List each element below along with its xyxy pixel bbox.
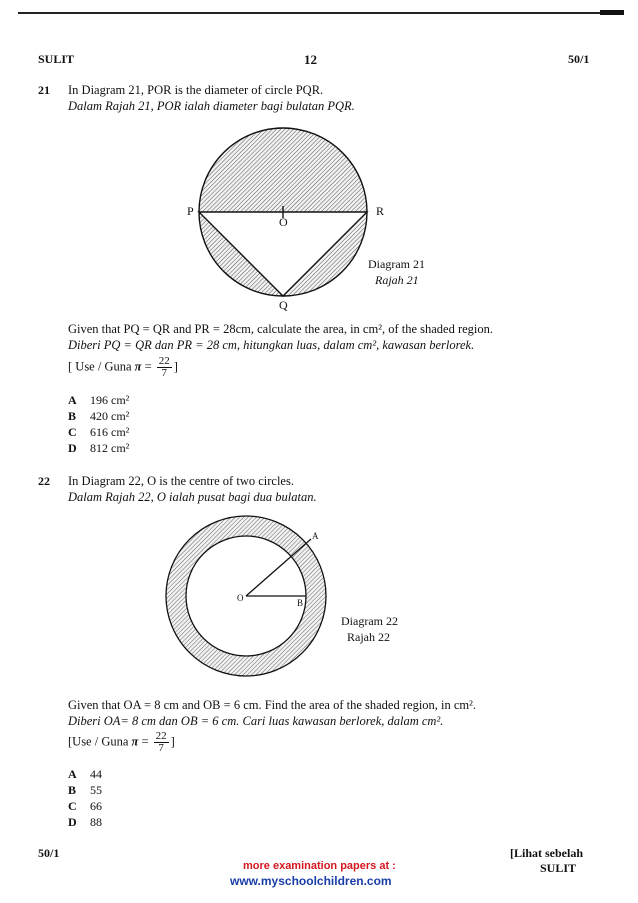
question-21-number: 21 bbox=[38, 83, 50, 97]
header-paper-code: 50/1 bbox=[568, 52, 590, 66]
footer-sulit: SULIT bbox=[540, 861, 577, 875]
pi-symbol: π bbox=[134, 359, 142, 374]
diagram-22-caption-malay: Rajah 22 bbox=[347, 630, 390, 644]
question-22-number: 22 bbox=[38, 474, 50, 488]
diagram-22-caption: Diagram 22 bbox=[341, 614, 398, 628]
question-21-text: In Diagram 21, POR is the diameter of circle PQR. bbox=[68, 83, 324, 97]
top-rule bbox=[18, 12, 623, 14]
diagram-21-caption: Diagram 21 bbox=[368, 257, 425, 271]
fraction-22-over-7: $\frac{22}{7}$ bbox=[155, 730, 167, 754]
question-22-given-malay: Diberi OA= 8 cm dan OB = 6 cm. Cari luas kawasan berlorek, dalam cm². bbox=[68, 714, 444, 728]
diagram-21-label-q: Q bbox=[279, 298, 288, 312]
question-22-given: Given that OA = 8 cm and OB = 6 cm. Find the area of the shaded region, in cm². bbox=[68, 698, 477, 712]
diagram-21-caption-malay: Rajah 21 bbox=[375, 273, 419, 287]
footer-paper-code: 50/1 bbox=[38, 846, 60, 860]
question-21-option-d[interactable]: D 812 cm² bbox=[68, 441, 130, 455]
question-21-option-a[interactable]: A 196 cm² bbox=[68, 393, 130, 407]
diagram-21-label-o: O bbox=[279, 215, 288, 229]
header-page-number: 12 bbox=[304, 52, 317, 67]
question-22-pi-note: [Use / Guna π = $\frac{22}{7}$ ] bbox=[68, 730, 175, 754]
question-22-text: In Diagram 22, O is the centre of two circles. bbox=[68, 474, 294, 488]
diagram-22 bbox=[165, 515, 335, 685]
fraction-22-over-7: $\frac{22}{7}$ bbox=[158, 355, 170, 379]
diagram-21-label-r: R bbox=[376, 204, 385, 218]
question-21-option-b[interactable]: B 420 cm² bbox=[68, 409, 130, 423]
question-21-pi-note: [ Use / Guna π = $\frac{22}{7}$ ] bbox=[68, 355, 178, 379]
pi-symbol: π bbox=[131, 734, 139, 749]
question-22-option-b[interactable]: B 55 bbox=[68, 783, 102, 797]
question-21-given: Given that PQ = QR and PR = 28cm, calculate the area, in cm², of the shaded region. bbox=[68, 322, 494, 336]
footer-turn-over: [Lihat sebelah bbox=[510, 846, 584, 860]
header-sulit: SULIT bbox=[38, 52, 75, 66]
diagram-22-label-b: B bbox=[297, 598, 304, 608]
question-21-text-malay: Dalam Rajah 21, POR ialah diameter bagi bulatan PQR. bbox=[68, 99, 355, 113]
question-22-option-c[interactable]: C 66 bbox=[68, 799, 102, 813]
question-22-text-malay: Dalam Rajah 22, O ialah pusat bagi dua bulatan. bbox=[68, 490, 317, 504]
question-21-option-c[interactable]: C 616 cm² bbox=[68, 425, 130, 439]
diagram-22-label-a: A bbox=[312, 531, 319, 541]
diagram-21 bbox=[170, 125, 460, 325]
diagram-22-label-o: O bbox=[237, 593, 244, 603]
question-21-given-malay: Diberi PQ = QR dan PR = 28 cm, hitungkan luas, dalam cm², kawasan berlorek. bbox=[68, 338, 475, 352]
diagram-21-label-p: P bbox=[187, 204, 194, 218]
question-22-option-a[interactable]: A 44 bbox=[68, 767, 102, 781]
question-22-option-d[interactable]: D 88 bbox=[68, 815, 102, 829]
footer-promo-text: more examination papers at : bbox=[243, 860, 396, 872]
top-rule-corner bbox=[600, 10, 624, 15]
footer-website-link[interactable]: www.myschoolchildren.com bbox=[230, 874, 392, 888]
